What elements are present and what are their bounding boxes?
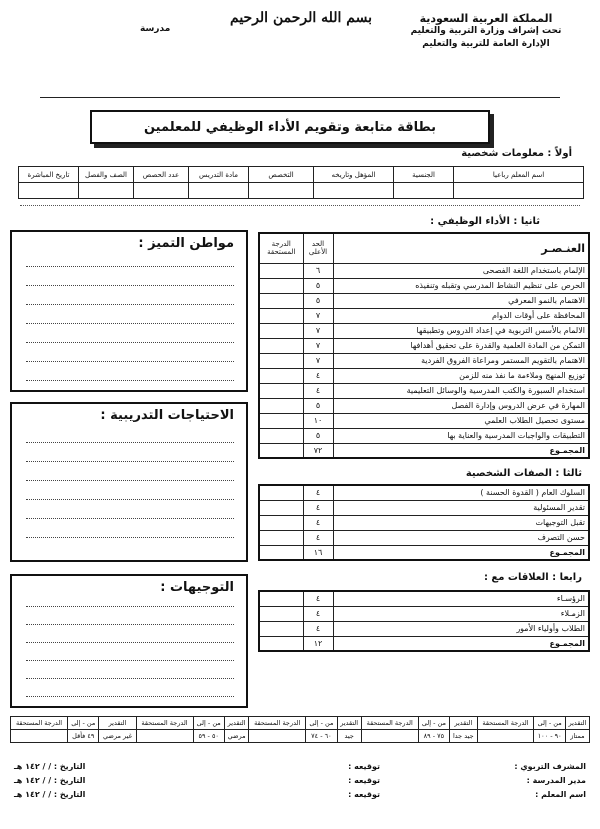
grade-header-cell: الدرجة المستحقة xyxy=(11,717,68,730)
traits-heading: ثالثا : الصفات الشخصية xyxy=(465,468,582,479)
relation-max: ٤ xyxy=(303,591,333,606)
performance-label: توزيع المنهج وملاءمة ما نفذ منه للزمن xyxy=(333,368,589,383)
grade-header-cell: من - إلى xyxy=(418,717,449,730)
trait-earned-field[interactable] xyxy=(259,500,303,515)
trait-max: ٤ xyxy=(303,485,333,500)
trait-row xyxy=(259,485,589,500)
col-qualification: المؤهل وتاريخه xyxy=(314,167,394,183)
trait-earned-field[interactable] xyxy=(259,485,303,500)
relation-label: الزمـلاء xyxy=(333,606,589,621)
performance-max: ٧ xyxy=(303,308,333,323)
relations-heading: رابعا : العلاقات مع : xyxy=(483,572,582,583)
relation-total-row xyxy=(259,636,589,651)
performance-earned-field[interactable] xyxy=(259,353,303,368)
grade-header-cell: التقدير xyxy=(450,717,477,730)
col-teacher-name: اسم المعلم رباعيا xyxy=(454,167,584,183)
performance-max: ٤ xyxy=(303,383,333,398)
performance-earned-field[interactable] xyxy=(259,338,303,353)
header-divider xyxy=(40,97,560,98)
dotted-line xyxy=(26,461,234,462)
trait-total-row xyxy=(259,545,589,560)
performance-earned-field[interactable] xyxy=(259,293,303,308)
trait-row xyxy=(259,515,589,530)
dotted-line xyxy=(26,285,234,286)
dotted-line xyxy=(26,660,234,661)
grade-header-cell: التقدير xyxy=(99,717,136,730)
grade-header-cell: التقدير xyxy=(337,717,361,730)
dotted-line xyxy=(26,342,234,343)
performance-label: الالمام بالأسس التربوية في إعداد الدروس وتطبيقها xyxy=(333,323,589,338)
performance-row xyxy=(259,413,589,428)
relation-label: المجمـوع xyxy=(333,636,589,651)
performance-row xyxy=(259,278,589,293)
performance-row xyxy=(259,338,589,353)
performance-label: المهارة في عرض الدروس وإدارة الفصل xyxy=(333,398,589,413)
performance-table xyxy=(258,232,590,459)
training-needs-box[interactable] xyxy=(10,402,248,562)
field-qualification[interactable] xyxy=(314,183,394,199)
signer-role: مدير المدرسة : xyxy=(526,776,586,785)
col-class: الصف والفصل xyxy=(79,167,134,183)
grade-earned-field[interactable] xyxy=(361,730,418,743)
performance-label: التمكن من المادة العلمية والقدرة على تحقيق أهدافها xyxy=(333,338,589,353)
col-element: العنـصـر xyxy=(333,233,589,263)
grade-scale-table xyxy=(10,716,590,743)
excellence-heading: مواطن التميز : xyxy=(138,236,234,251)
performance-max: ١٠ xyxy=(303,413,333,428)
guidance-box[interactable] xyxy=(10,574,248,708)
performance-earned-field[interactable] xyxy=(259,383,303,398)
signature-row xyxy=(14,774,586,788)
performance-label: الإلمام باستخدام اللغة الفصحى xyxy=(333,263,589,278)
dotted-line xyxy=(26,480,234,481)
signature-date: التاريخ : / / ١٤٢ هـ xyxy=(14,776,86,785)
performance-earned-field[interactable] xyxy=(259,308,303,323)
relation-label: الطلاب وأولياء الأمور xyxy=(333,621,589,636)
grade-header-cell: من - إلى xyxy=(68,717,99,730)
performance-label: التطبيقات والواجبات المدرسية والعناية بها xyxy=(333,428,589,443)
guidance-heading: التوجيهات : xyxy=(160,580,234,595)
trait-max: ٤ xyxy=(303,500,333,515)
grade-value-cell: ممتاز xyxy=(565,730,589,743)
dotted-line xyxy=(26,442,234,443)
performance-row xyxy=(259,308,589,323)
grade-earned-field[interactable] xyxy=(11,730,68,743)
signature-date: التاريخ : / / ١٤٢ هـ xyxy=(14,762,86,771)
grade-value-cell: ٦٠ - ٧٤ xyxy=(306,730,337,743)
form-title: بطاقة متابعة وتقويم الأداء الوظيفي للمعلمين xyxy=(90,110,490,144)
grade-header-cell: من - إلى xyxy=(193,717,224,730)
field-class[interactable] xyxy=(79,183,134,199)
dotted-line xyxy=(26,696,234,697)
dotted-line xyxy=(26,266,234,267)
performance-label: الاهتمام بالتقويم المستمر ومراعاة الفروق الفردية xyxy=(333,353,589,368)
relation-earned-field[interactable] xyxy=(259,621,303,636)
grade-header-cell: من - إلى xyxy=(306,717,337,730)
dotted-line xyxy=(26,518,234,519)
performance-earned-field[interactable] xyxy=(259,278,303,293)
performance-row xyxy=(259,368,589,383)
relation-row xyxy=(259,621,589,636)
field-subject[interactable] xyxy=(189,183,249,199)
dotted-line xyxy=(26,380,234,381)
grade-header-cell: التقدير xyxy=(565,717,589,730)
performance-earned-field[interactable] xyxy=(259,398,303,413)
grade-value-cell: ٤٩ فأقل xyxy=(68,730,99,743)
field-specialization[interactable] xyxy=(249,183,314,199)
performance-earned-field[interactable] xyxy=(259,428,303,443)
signer-role: اسم المعلم : xyxy=(535,790,586,799)
signer-role: المشرف التربوي : xyxy=(514,762,586,771)
field-teacher-name[interactable] xyxy=(454,183,584,199)
personal-info-heading: أولاً : معلومات شخصية xyxy=(461,148,572,159)
trait-label: تقدير المسئولية xyxy=(333,500,589,515)
performance-max: ٧ xyxy=(303,353,333,368)
grade-earned-field[interactable] xyxy=(136,730,193,743)
performance-total-row xyxy=(259,443,589,458)
performance-earned-field[interactable] xyxy=(259,368,303,383)
relation-max: ٤ xyxy=(303,606,333,621)
relation-earned-field[interactable] xyxy=(259,591,303,606)
grade-value-cell: ٧٥ - ٨٩ xyxy=(418,730,449,743)
col-start-date: تاريخ المباشرة xyxy=(19,167,79,183)
trait-label: تقبل التوجيهات xyxy=(333,515,589,530)
trait-max: ٤ xyxy=(303,530,333,545)
signature-row xyxy=(14,788,586,802)
performance-earned-field[interactable] xyxy=(259,413,303,428)
performance-max: ٥ xyxy=(303,278,333,293)
field-start-date[interactable] xyxy=(19,183,79,199)
performance-max: ٧ xyxy=(303,338,333,353)
grade-header-cell: الدرجة المستحقة xyxy=(136,717,193,730)
grade-header-cell: من - إلى xyxy=(534,717,565,730)
relation-max: ٤ xyxy=(303,621,333,636)
signature-label: توقيعه : xyxy=(348,790,380,799)
excellence-box[interactable] xyxy=(10,230,248,392)
col-specialization: التخصص xyxy=(249,167,314,183)
performance-label: المجمـوع xyxy=(333,443,589,458)
signature-date: التاريخ : / / ١٤٢ هـ xyxy=(14,790,86,799)
performance-earned-field[interactable] xyxy=(259,263,303,278)
performance-row xyxy=(259,398,589,413)
performance-earned-field[interactable] xyxy=(259,323,303,338)
performance-label: الحرص على تنظيم النشاط المدرسي وتقبله وتنفيذه xyxy=(333,278,589,293)
performance-max: ٥ xyxy=(303,398,333,413)
performance-heading: ثانيا : الأداء الوظيفي : xyxy=(430,216,540,227)
trait-label: السلوك العام ( القدوة الحسنة ) xyxy=(333,485,589,500)
performance-label: استخدام السبورة والكتب المدرسية والوسائل التعليمية xyxy=(333,383,589,398)
country-name: المملكة العربية السعودية xyxy=(419,12,553,25)
col-subject: مادة التدريس xyxy=(189,167,249,183)
school-label: مدرسة xyxy=(140,24,171,34)
grade-value-cell: ٩٠ - ١٠٠ xyxy=(534,730,565,743)
performance-max: ٧ xyxy=(303,323,333,338)
performance-label: المحافظة على أوقات الدوام xyxy=(333,308,589,323)
signature-label: توقيعه : xyxy=(348,776,380,785)
grade-value-cell: غير مرضي xyxy=(99,730,136,743)
dotted-line xyxy=(26,499,234,500)
field-periods[interactable] xyxy=(134,183,189,199)
performance-earned-field[interactable] xyxy=(259,443,303,458)
relations-table xyxy=(258,590,590,652)
performance-max: ٦ xyxy=(303,263,333,278)
performance-row xyxy=(259,293,589,308)
performance-row xyxy=(259,428,589,443)
dotted-line xyxy=(26,304,234,305)
grade-value-cell: جيد جدا xyxy=(450,730,477,743)
dotted-line xyxy=(26,361,234,362)
performance-max: ٥ xyxy=(303,428,333,443)
trait-label: المجمـوع xyxy=(333,545,589,560)
performance-row xyxy=(259,353,589,368)
grade-value-cell: جيد xyxy=(337,730,361,743)
performance-row xyxy=(259,323,589,338)
trait-earned-field[interactable] xyxy=(259,530,303,545)
grade-header-cell: التقدير xyxy=(224,717,248,730)
performance-label: مستوى تحصيل الطلاب العلمي xyxy=(333,413,589,428)
grade-header-cell: الدرجة المستحقة xyxy=(361,717,418,730)
signature-row xyxy=(14,760,586,774)
directorate-line: الإدارة العامة للتربية والتعليم xyxy=(422,39,550,49)
dotted-line xyxy=(26,323,234,324)
trait-label: حسن التصرف xyxy=(333,530,589,545)
relation-earned-field[interactable] xyxy=(259,606,303,621)
relation-row xyxy=(259,606,589,621)
traits-table xyxy=(258,484,590,561)
trait-row xyxy=(259,500,589,515)
signature-area xyxy=(14,760,586,802)
performance-row xyxy=(259,263,589,278)
grade-earned-field[interactable] xyxy=(249,730,306,743)
performance-max: ٤ xyxy=(303,368,333,383)
grade-value-cell: ٥٠ - ٥٩ xyxy=(193,730,224,743)
grade-value-cell: مرضي xyxy=(224,730,248,743)
relation-row xyxy=(259,591,589,606)
signature-label: توقيعه : xyxy=(348,762,380,771)
trait-max: ٤ xyxy=(303,515,333,530)
ministry-header xyxy=(396,12,576,51)
trait-earned-field[interactable] xyxy=(259,515,303,530)
grade-header-cell: الدرجة المستحقة xyxy=(477,717,534,730)
performance-max: ٥ xyxy=(303,293,333,308)
dotted-line xyxy=(26,624,234,625)
trait-earned-field[interactable] xyxy=(259,545,303,560)
relation-label: الرؤسـاء xyxy=(333,591,589,606)
ministry-line: تحت إشراف وزارة التربية والتعليم xyxy=(410,26,562,36)
performance-row xyxy=(259,383,589,398)
dotted-line xyxy=(26,678,234,679)
dotted-line xyxy=(26,642,234,643)
trait-max: ١٦ xyxy=(303,545,333,560)
basmala: بسم الله الرحمن الرحيم xyxy=(230,10,372,26)
personal-info-table xyxy=(18,166,584,199)
field-nationality[interactable] xyxy=(394,183,454,199)
col-nationality: الجنسية xyxy=(394,167,454,183)
grade-header-cell: الدرجة المستحقة xyxy=(249,717,306,730)
dotted-line xyxy=(26,537,234,538)
relation-earned-field[interactable] xyxy=(259,636,303,651)
dotted-line xyxy=(26,606,234,607)
col-earned: الدرجة المستحقة xyxy=(259,233,303,263)
training-heading: الاحتياجات التدريبية : xyxy=(100,408,234,423)
grade-earned-field[interactable] xyxy=(477,730,534,743)
performance-max: ٧٢ xyxy=(303,443,333,458)
col-periods: عدد الحصص xyxy=(134,167,189,183)
performance-label: الاهتمام بالنمو المعرفي xyxy=(333,293,589,308)
section-divider xyxy=(20,205,580,206)
trait-row xyxy=(259,530,589,545)
relation-max: ١٢ xyxy=(303,636,333,651)
col-max: الحد الأعلى xyxy=(303,233,333,263)
